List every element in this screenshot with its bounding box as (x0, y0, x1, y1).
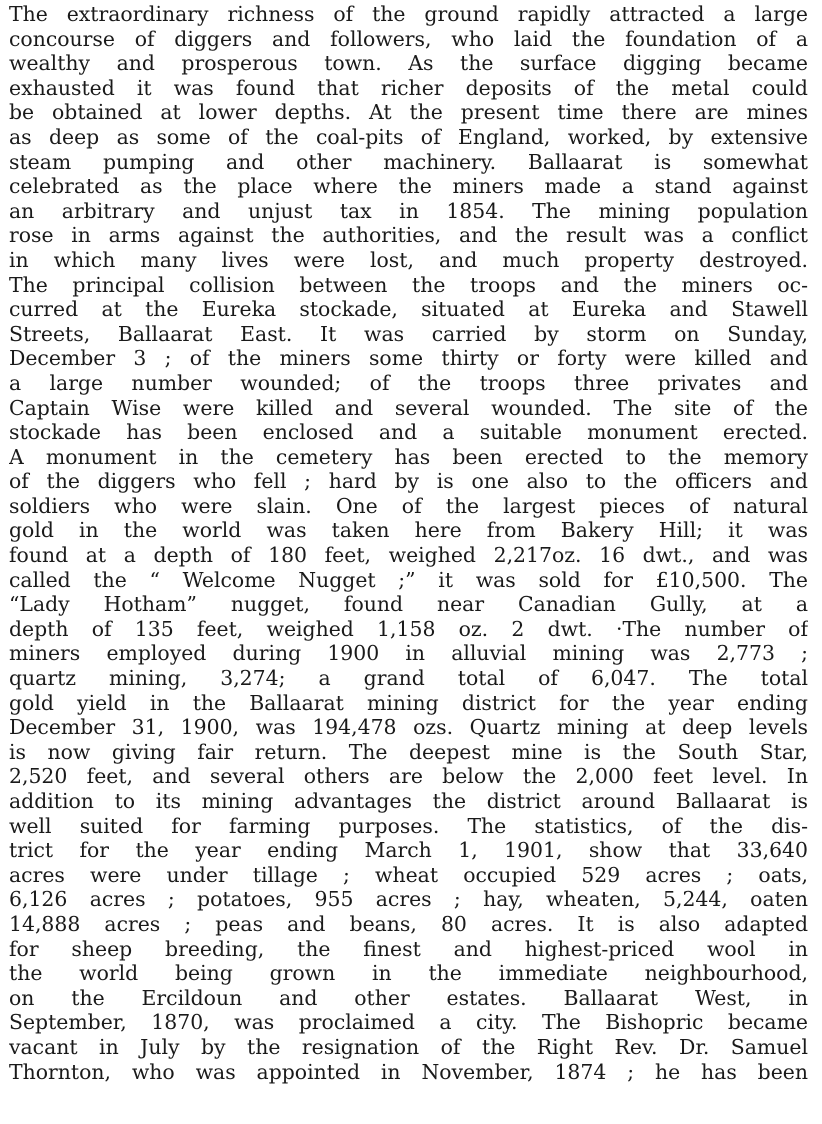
text-line: of the diggers who fell ; hard by is one also to the officers and (9, 469, 808, 494)
text-line: concourse of diggers and followers, who laid the foundation of a (9, 26, 808, 51)
text-line: A monument in the cemetery has been erected to the memory (9, 444, 808, 469)
body-paragraph (9, 2, 808, 1084)
text-line: miners employed during 1900 in alluvial mining was 2,773 ; (9, 641, 808, 666)
text-line: gold in the world was taken here from Bakery Hill; it was (9, 518, 808, 543)
text-line: 6,126 acres ; potatoes, 955 acres ; hay, wheaten, 5,244, oaten (9, 887, 808, 912)
text-line: The principal collision between the troops and the miners oc- (9, 272, 808, 297)
text-line: in which many lives were lost, and much property destroyed. (9, 247, 808, 272)
text-line: exhausted it was found that richer deposits of the metal could (9, 75, 808, 100)
text-line: wealthy and prosperous town. As the surface digging became (9, 51, 808, 76)
text-line: gold yield in the Ballaarat mining district for the year ending (9, 690, 808, 715)
text-line: found at a depth of 180 feet, weighed 2,217oz. 16 dwt., and was (9, 543, 808, 568)
text-line: acres were under tillage ; wheat occupied 529 acres ; oats, (9, 862, 808, 887)
text-line: addition to its mining advantages the district around Ballaarat is (9, 789, 808, 813)
text-line: steam pumping and other machinery. Ballaarat is somewhat (9, 149, 808, 174)
text-line: soldiers who were slain. One of the largest pieces of natural (9, 493, 808, 518)
text-line: an arbitrary and unjust tax in 1854. The mining population (9, 198, 808, 223)
text-line: for sheep breeding, the finest and highest-priced wool in (9, 936, 808, 961)
text-line: “Lady Hotham” nugget, found near Canadian Gully, at a (9, 592, 808, 617)
text-line: Thornton, who was appointed in November, 1874 ; he has been (9, 1059, 808, 1084)
text-line: vacant in July by the resignation of the Right Rev. Dr. Samuel (9, 1034, 808, 1059)
text-line: a large number wounded; of the troops three privates and (9, 370, 808, 395)
text-line: trict for the year ending March 1, 1901, show that 33,640 (9, 838, 808, 863)
text-line: 14,888 acres ; peas and beans, 80 acres. It is also adapted (9, 911, 808, 936)
text-line: as deep as some of the coal-pits of England, worked, by extensive (9, 124, 808, 149)
text-line: stockade has been enclosed and a suitable monument erected. (9, 420, 808, 445)
text-line: curred at the Eureka stockade, situated at Eureka and Stawell (9, 297, 808, 322)
text-line: December 31, 1900, was 194,478 ozs. Quartz mining at deep levels (9, 715, 808, 740)
text-line: The extraordinary richness of the ground rapidly attracted a large (9, 2, 808, 26)
text-line: Captain Wise were killed and several wounded. The site of the (9, 395, 808, 420)
text-line: Streets, Ballaarat East. It was carried by storm on Sunday, (9, 321, 808, 346)
text-line: rose in arms against the authorities, and the result was a conflict (9, 223, 808, 248)
text-line: called the “ Welcome Nugget ;” it was sold for £10,500. The (9, 567, 808, 592)
text-line: depth of 135 feet, weighed 1,158 oz. 2 dwt. ·The number of (9, 616, 808, 641)
text-line: on the Ercildoun and other estates. Ballaarat West, in (9, 985, 808, 1010)
text-line: celebrated as the place where the miners made a stand against (9, 174, 808, 199)
text-line: December 3 ; of the miners some thirty or forty were killed and (9, 346, 808, 371)
text-line: the world being grown in the immediate neighbourhood, (9, 961, 808, 986)
text-line: quartz mining, 3,274; a grand total of 6,047. The total (9, 666, 808, 691)
text-line: is now giving fair return. The deepest mine is the South Star, (9, 739, 808, 764)
text-line: 2,520 feet, and several others are below the 2,000 feet level. In (9, 764, 808, 789)
text-line: well suited for farming purposes. The statistics, of the dis- (9, 813, 808, 838)
text-line: September, 1870, was proclaimed a city. The Bishopric became (9, 1010, 808, 1035)
text-line: be obtained at lower depths. At the present time there are mines (9, 100, 808, 125)
